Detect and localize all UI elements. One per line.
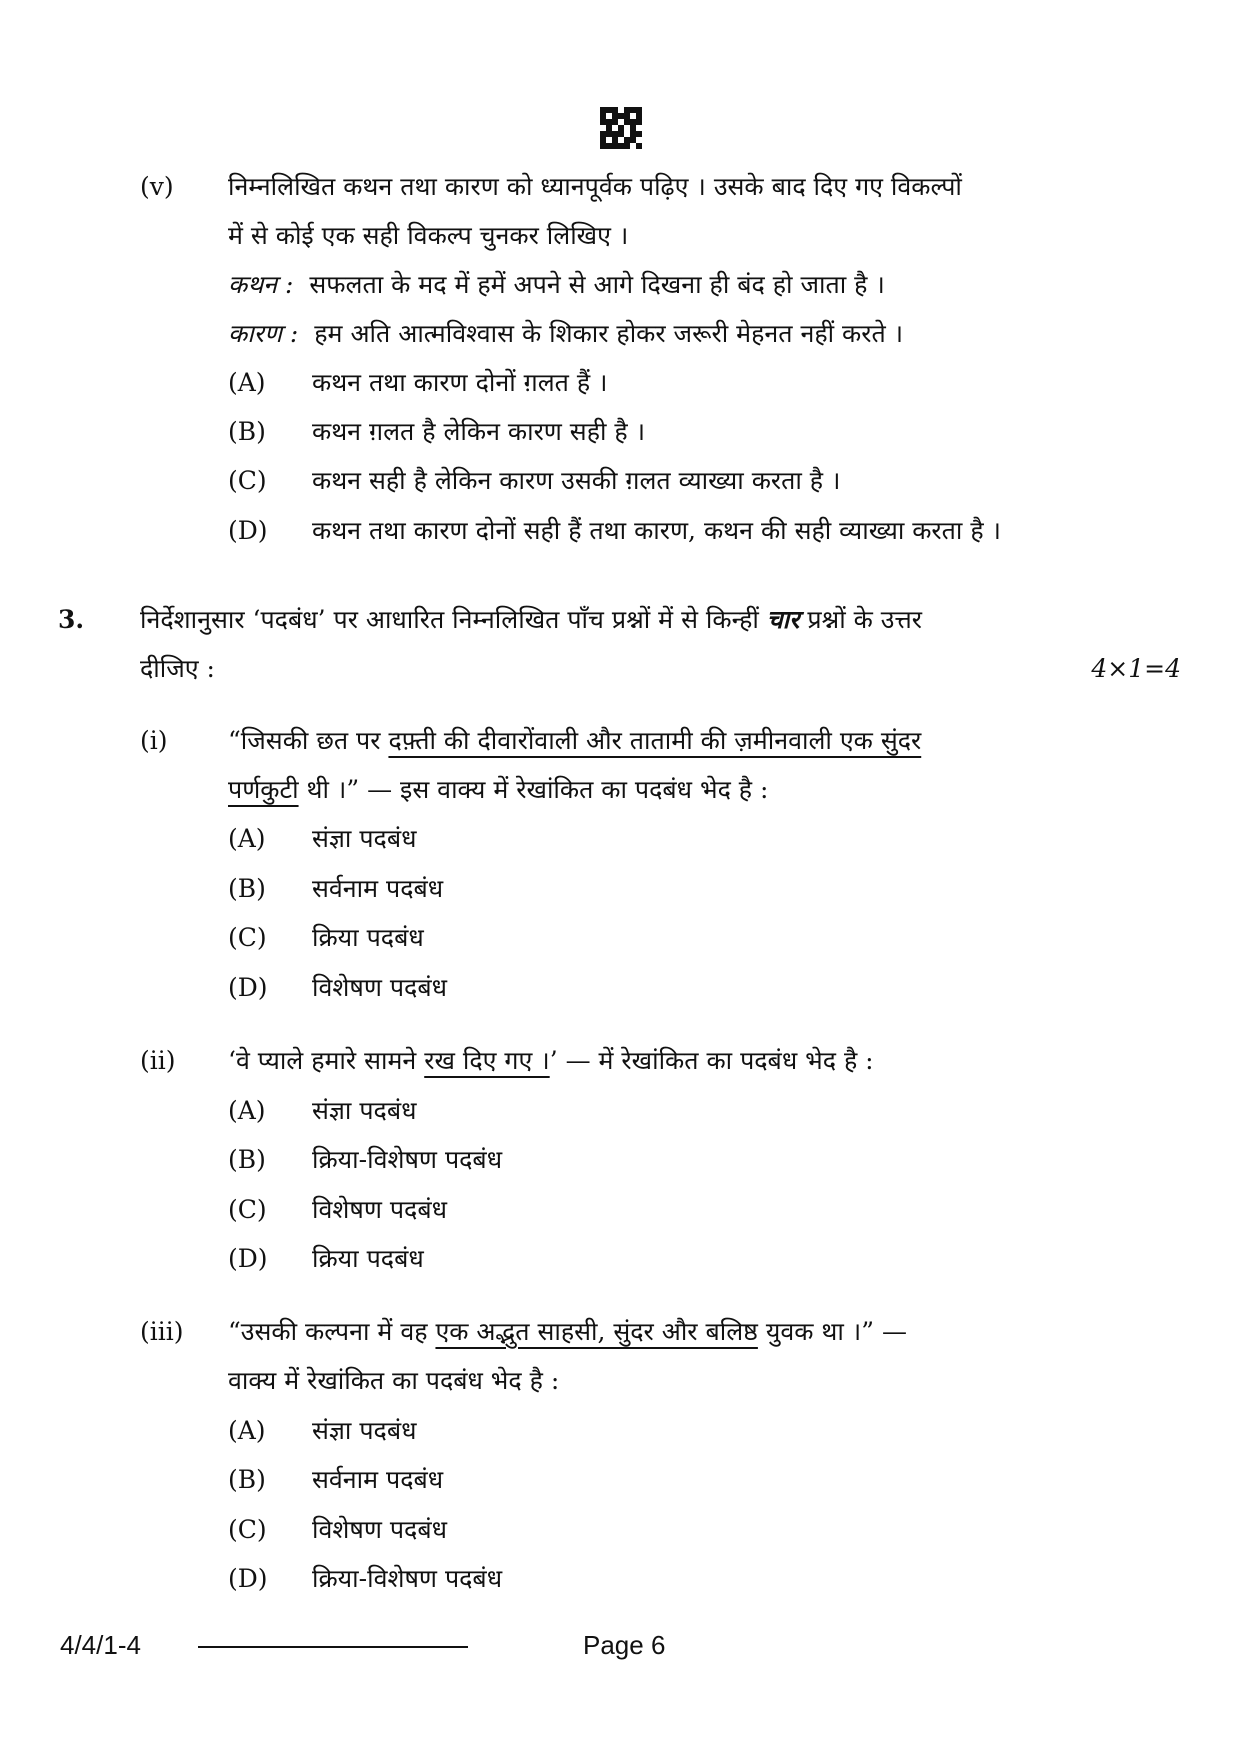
option-text: कथन ग़लत है लेकिन कारण सही है । [312,417,646,446]
option-key: (C) [228,1195,267,1224]
paper-code: 4/4/1-4 [60,1630,141,1660]
option-key: (D) [228,516,268,545]
subquestion-number: (v) [140,172,174,201]
question-text [228,724,921,758]
subquestion-number: (i) [140,726,168,755]
qr-code-icon [600,107,642,149]
option-key: (B) [228,1145,266,1174]
option-key: (A) [228,824,266,853]
assertion-line [228,268,885,302]
option-key: (D) [228,973,268,1002]
underlined-phrase: दफ़्ती की दीवारोंवाली और तातामी की ज़मीनवाली एक सुंदर [388,726,922,755]
option-text: क्रिया पदबंध [312,1244,424,1273]
option-text: विशेषण पदबंध [312,973,447,1002]
intro-text: प्रश्नों के उत्तर [807,605,922,634]
sentence-text: ’ — में रेखांकित का पदबंध भेद है : [549,1046,874,1075]
option-text: विशेषण पदबंध [312,1195,447,1224]
option-text: संज्ञा पदबंध [312,1096,417,1125]
option-key: (D) [228,1564,268,1593]
marks-allocation: 4×1=4 [1091,654,1181,683]
option-key: (D) [228,1244,268,1273]
question-text: वाक्य में रेखांकित का पदबंध भेद है : [228,1366,560,1395]
question-text [228,773,768,807]
underlined-phrase: एक अद्भुत साहसी, सुंदर और बलिष्ठ [435,1317,758,1346]
reason-line [228,317,903,351]
option-text: सर्वनाम पदबंध [312,874,444,903]
option-text: संज्ञा पदबंध [312,1416,417,1445]
option-key: (B) [228,874,266,903]
option-text: क्रिया-विशेषण पदबंध [312,1564,503,1593]
option-key: (C) [228,1515,267,1544]
assertion-text: सफलता के मद में हमें अपने से आगे दिखना ही बंद हो जाता है । [309,270,885,299]
footer-divider [198,1646,468,1648]
option-key: (C) [228,466,267,495]
option-text: क्रिया पदबंध [312,923,424,952]
option-text: विशेषण पदबंध [312,1515,447,1544]
subquestion-number: (iii) [140,1317,184,1346]
underlined-phrase: रख दिए गए । [424,1046,550,1075]
option-key: (B) [228,1465,266,1494]
sentence-text: ‘वे प्याले हमारे सामने [228,1046,417,1075]
question-text: में से कोई एक सही विकल्प चुनकर लिखिए । [228,221,629,250]
question-text: निम्नलिखित कथन तथा कारण को ध्यानपूर्वक पढ़िए । उसके बाद दिए गए विकल्पों [228,172,962,201]
reason-text: हम अति आत्मविश्वास के शिकार होकर जरूरी मेहनत नहीं करते । [314,319,904,348]
intro-text: निर्देशानुसार ‘पदबंध’ पर आधारित निम्नलिखित पाँच प्रश्नों में से किन्हीं [140,605,759,634]
sentence-text: थी ।” — इस वाक्य में रेखांकित का पदबंध भेद है : [306,775,769,804]
sentence-text: युवक था ।” — [765,1317,907,1346]
assertion-label: कथन : [228,270,294,299]
option-key: (A) [228,368,266,397]
option-text: सर्वनाम पदबंध [312,1465,444,1494]
option-key: (B) [228,417,266,446]
sentence-text: “उसकी कल्पना में वह [228,1317,428,1346]
page-number: Page 6 [583,1630,666,1660]
option-key: (A) [228,1416,266,1445]
option-key: (C) [228,923,267,952]
intro-emphasis: चार [766,605,800,634]
option-text: कथन सही है लेकिन कारण उसकी ग़लत व्याख्या करता है । [312,466,841,495]
sentence-text: “जिसकी छत पर [228,726,381,755]
subquestion-number: (ii) [140,1046,176,1075]
option-text: कथन तथा कारण दोनों सही हैं तथा कारण, कथन की सही व्याख्या करता है । [312,516,1002,545]
reason-label: कारण : [228,319,299,348]
underlined-phrase: पर्णकुटी [228,775,299,804]
question-intro [140,603,922,637]
option-key: (A) [228,1096,266,1125]
option-text: संज्ञा पदबंध [312,824,417,853]
question-text [228,1315,907,1349]
option-text: क्रिया-विशेषण पदबंध [312,1145,503,1174]
option-text: कथन तथा कारण दोनों ग़लत हैं । [312,368,608,397]
question-text [228,1044,874,1078]
question-intro: दीजिए : [140,654,215,683]
question-number: 3. [58,605,85,634]
